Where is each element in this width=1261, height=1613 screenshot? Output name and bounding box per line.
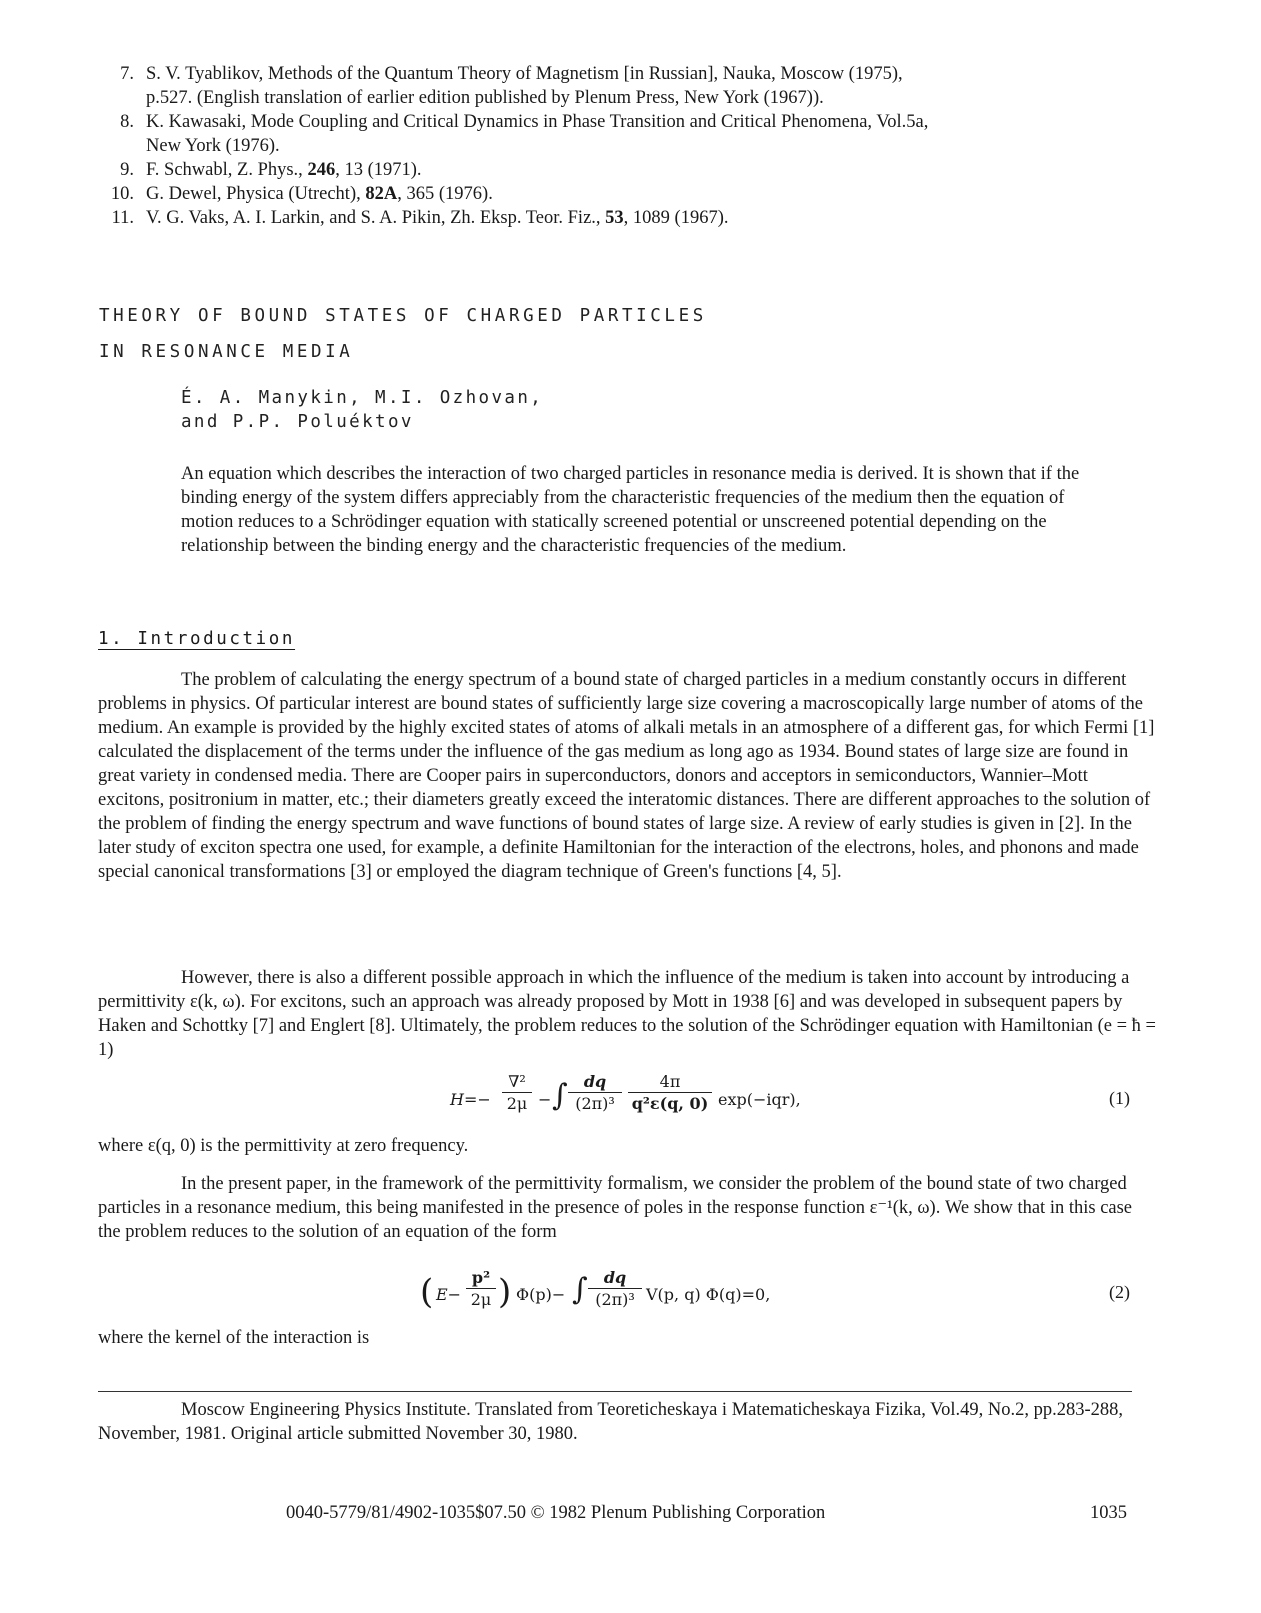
integral-sign: ∫ [552, 1078, 568, 1113]
fraction: $\frac{4\pi}{\text{q²ε(q, 0)}}$ [628, 1072, 712, 1113]
reference-text-cont: New York (1976). [146, 136, 280, 156]
body-paragraph: In the present paper, in the framework of the permittivity formalism, we consider the problem of the bound state of two charged particles in a resonance medium, this being manifested in the presence of poles in the response function ε⁻¹(k, ω). We show that in this case the problem reduces to the solution of an equation of the form [98, 1174, 1133, 1242]
equation-1: H=− ∇² 2μ − ∫ $\frac{dq}{\text{(2π)³}}$ $\frac{4\pi}{\text{q²ε(q, 0)}}$ exp(−iqr), [450, 1072, 801, 1113]
abstract: An equation which describes the interaction of two charged particles in resonance media is derived. It is shown that if the binding energy of the system differs appreciably from the characteristic frequencies of the medium then the equation of motion reduces to a Schrödinger equation with statically screened potential or unscreened potential depending on the relationship between the binding energy and the characteristic frequencies of the medium. [181, 464, 1080, 556]
article-title: THEORY OF BOUND STATES OF CHARGED PARTICLES [99, 306, 707, 326]
body-paragraph: The problem of calculating the energy spectrum of a bound state of charged particles in a medium constantly occurs in different problems in physics. Of particular interest are bound states of sufficiently large size covering a macroscopically large number of atoms of the medium. An example is provided by the highly excited states of atoms of alkali metals in an atmosphere of a different gas, for which Fermi [1] calculated the displacement of the terms under the influence of the gas medium as long ago as 1934. Bound states of large size are found in great variety in condensed media. There are Cooper pairs in superconductors, donors and acceptors in semiconductors, Wannier–Mott excitons, positronium in matter, etc.; their diameters greatly exceed the interatomic distances. There are different approaches to the solution of the problem of finding the energy spectrum and wave functions of bound states of large size. A review of early studies is given in [2]. In the later study of exciton spectra one used, for example, a definite Hamiltonian for the interaction of the electrons, holes, and phonons and made special canonical transformations [3] or employed the diagram technique of Green's functions [4, 5]. [98, 670, 1155, 882]
equation-2: ( E− $\frac{\text{p²}}{2\mu}$ ) Φ(p)− ∫ $\frac{dq}{\text{(2π)³}}$ V(p, q) Φ(q)=0, [420, 1268, 771, 1312]
reference-item: 8. K. Kawasaki, Mode Coupling and Critical Dynamics in Phase Transition and Critical Phenomena, Vol.5a, New York (1976). [120, 112, 929, 156]
section-heading: 1. Introduction [98, 629, 296, 649]
volume-number: 53 [605, 208, 624, 228]
reference-text-cont: p.527. (English translation of earlier edition published by Plenum Press, New York (1967)). [146, 88, 824, 108]
equation-number: (2) [1109, 1282, 1130, 1302]
footnote: Moscow Engineering Physics Institute. Translated from Teoreticheskaya i Matematicheskaya Fizika, Vol.49, No.2, pp.283-288, November, 1981. Original article submitted November 30, 1980. [98, 1400, 1124, 1444]
copyright-line: 0040-5779/81/4902-1035$07.50 © 1982 Plenum Publishing Corporation [286, 1503, 826, 1523]
footnote-divider [98, 1391, 1132, 1392]
fraction: $\frac{dq}{\text{(2π)³}}$ [588, 1268, 642, 1309]
body-text: where the kernel of the interaction is [98, 1328, 370, 1348]
article-title-cont: IN RESONANCE MEDIA [99, 342, 354, 362]
authors-cont: and P.P. Poluéktov [181, 412, 414, 432]
volume-number: 246 [307, 160, 336, 180]
authors: É. A. Manykin, M.I. Ozhovan, [181, 388, 544, 408]
reference-text: K. Kawasaki, Mode Coupling and Critical Dynamics in Phase Transition and Critical Phenomena, Vol.5a, [146, 112, 929, 132]
reference-list [98, 62, 1168, 230]
page-number: 1035 [1090, 1503, 1127, 1523]
reference-item: 9. F. Schwabl, Z. Phys., 246, 13 (1971). [120, 160, 422, 180]
equation-number: (1) [1109, 1088, 1130, 1108]
fraction: $\frac{\text{p²}}{2\mu}$ [466, 1268, 496, 1309]
reference-item: 10. G. Dewel, Physica (Utrecht), 82A, 365 (1976). [110, 184, 493, 204]
fraction: ∇² 2μ [502, 1072, 532, 1113]
volume-number: 82A [365, 184, 398, 204]
fraction: $\frac{dq}{\text{(2π)³}}$ [568, 1072, 622, 1113]
integral-sign: ∫ [572, 1272, 588, 1307]
reference-item: 7. S. V. Tyablikov, Methods of the Quantum Theory of Magnetism [in Russian], Nauka, Moscow (1975), p.527. (English translation of earlier edition published by Plenum Press, New York (1967)). [120, 64, 903, 108]
body-paragraph: However, there is also a different possible approach in which the influence of the medium is taken into account by introducing a permittivity ε(k, ω). For excitons, such an approach was already proposed by Mott in 1938 [6] and was developed in subsequent papers by Haken and Schottky [7] and Englert [8]. Ultimately, the problem reduces to the solution of the Schrödinger equation with Hamiltonian (e = ħ = 1) [98, 968, 1156, 1060]
reference-item: 11. V. G. Vaks, A. I. Larkin, and S. A. Pikin, Zh. Eksp. Teor. Fiz., 53, 1089 (1967). [111, 208, 729, 228]
reference-text: S. V. Tyablikov, Methods of the Quantum Theory of Magnetism [in Russian], Nauka, Moscow (1975), [146, 64, 903, 84]
body-text: where ε(q, 0) is the permittivity at zero frequency. [98, 1136, 469, 1156]
